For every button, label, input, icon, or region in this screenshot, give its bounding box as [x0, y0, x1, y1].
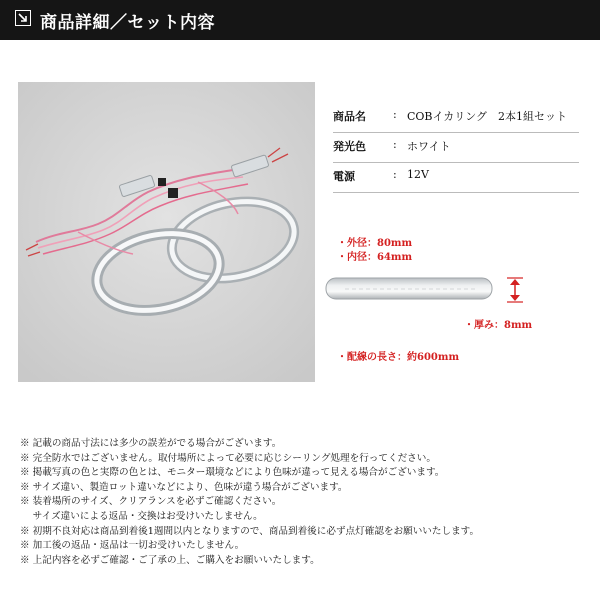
- note-item: ※ サイズ違い、製造ロット違いなどにより、色味が違う場合がございます。: [20, 481, 348, 493]
- product-photo: [18, 82, 315, 382]
- wire-length-label: ・配線の長さ：約600mm: [337, 352, 460, 363]
- note-item: ※ 装着場所のサイズ、クリアランスを必ずご確認ください。: [20, 496, 282, 508]
- thickness-label: ・厚み：8mm: [464, 320, 533, 331]
- spec-label: 電源: [333, 170, 355, 183]
- spec-colon: :: [393, 168, 397, 181]
- spec-label: 発光色: [333, 140, 366, 153]
- note-item: ※ 掲載写真の色と実際の色とは、モニター環境などにより色味が違って見える場合がございます。: [20, 467, 445, 479]
- notes-list: [20, 437, 585, 568]
- outer-diameter-label: ・外径：80mm: [337, 238, 413, 249]
- spec-value: COBイカリング 2本1組セット: [407, 110, 567, 123]
- note-item: ※ 加工後の返品・返品は一切お受けいたしません。: [20, 540, 245, 552]
- spec-row-power: [333, 162, 579, 193]
- spec-row-product-name: [333, 102, 579, 133]
- spec-label: 商品名: [333, 110, 366, 123]
- thickness-arrow-icon: [505, 277, 525, 305]
- inner-diameter-label: ・内径：64mm: [337, 252, 413, 263]
- spec-value: 12V: [407, 168, 429, 181]
- note-item: ※ 完全防水ではございません。取付場所によって必要に応じシーリング処理を行ってください。: [20, 452, 436, 464]
- spec-row-light-color: [333, 132, 579, 163]
- section-header: [0, 0, 600, 40]
- note-item: ※ 記載の商品寸法には多少の誤差がでる場合がございます。: [20, 438, 282, 449]
- note-item: ※ 初期不良対応は商品到着後1週間以内となりますので、商品到着後に必ず点灯確認をお願いいたします。: [20, 525, 480, 537]
- note-item: サイズ違いによる返品・交換はお受けいたしません。: [20, 510, 263, 522]
- ring-profile-image: [325, 277, 493, 300]
- spec-colon: :: [393, 138, 397, 151]
- spec-value: ホワイト: [407, 140, 451, 153]
- note-item: ※ 上記内容を必ずご確認・ご了承の上、ご購入をお願いいたします。: [20, 554, 320, 566]
- arrow-down-right-icon: [15, 10, 31, 26]
- spec-colon: :: [393, 108, 397, 121]
- section-title: 商品詳細／セット内容: [40, 13, 215, 33]
